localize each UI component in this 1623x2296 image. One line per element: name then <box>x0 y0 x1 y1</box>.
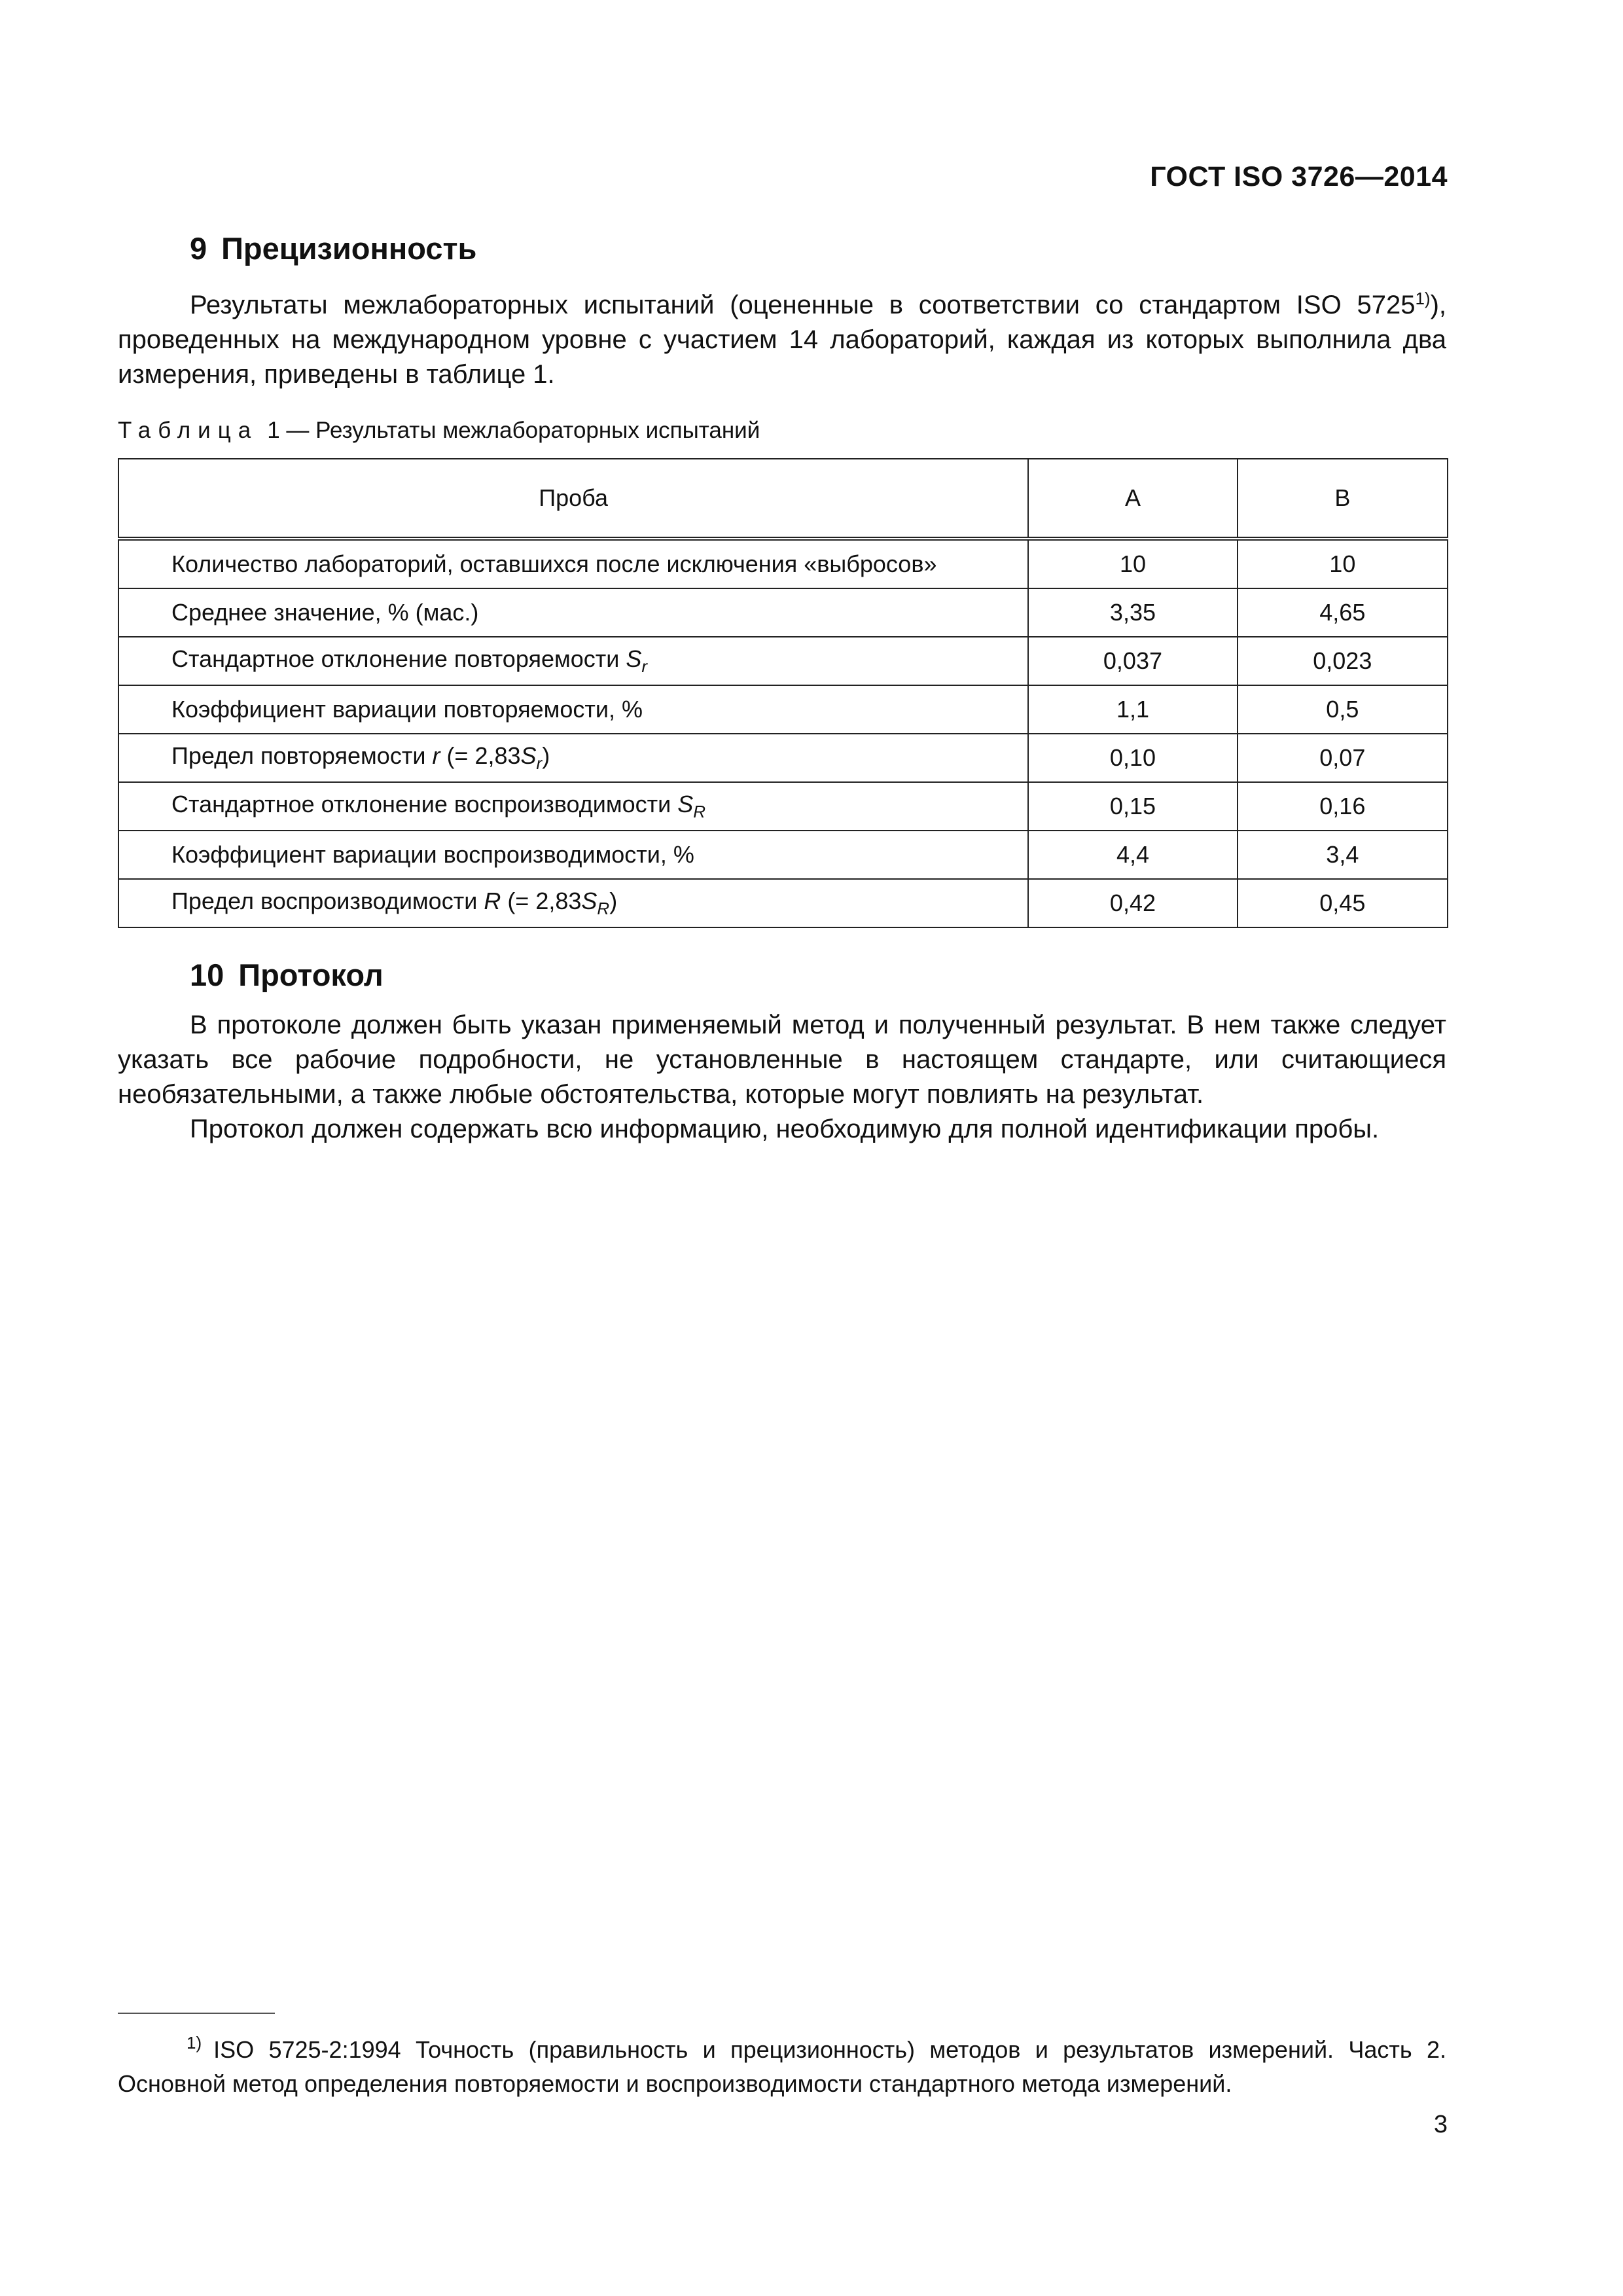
row-value-b: 0,5 <box>1238 685 1448 734</box>
symbol-s: S <box>677 791 694 817</box>
table-row <box>118 685 1448 734</box>
subscript-R: R <box>693 802 706 821</box>
symbol-r: r <box>432 742 440 769</box>
row-label: Количество лабораторий, оставшихся после исключения «выбросов» <box>118 539 1028 588</box>
row-value-a: 0,037 <box>1028 637 1237 685</box>
section-10-text-1: В протоколе должен быть указан применяемый метод и полученный результат. В нем также следует указать все рабочие подробности, не установленные в настоящем стандарте, или считающиеся необязательными, а также любые обстоятельства, которые могут повлиять на результат. <box>118 1011 1446 1109</box>
formula-text: (= 2,83 <box>440 742 521 769</box>
results-table <box>118 458 1448 928</box>
subscript-r: r <box>536 753 543 773</box>
symbol-s: S <box>581 888 597 914</box>
row-label <box>118 782 1028 831</box>
table-caption <box>118 418 760 444</box>
row-value-b: 3,4 <box>1238 831 1448 879</box>
table-row <box>118 831 1448 879</box>
section-9-title: Прецизионность <box>221 231 477 266</box>
row-value-b: 0,07 <box>1238 734 1448 782</box>
row-value-a: 0,42 <box>1028 879 1237 927</box>
table-caption-text: 1 — Результаты межлабораторных испытаний <box>267 418 760 443</box>
table-row <box>118 588 1448 637</box>
header-a: A <box>1028 459 1237 539</box>
row-label: Коэффициент вариации воспроизводимости, % <box>118 831 1028 879</box>
section-9-text-part1: Результаты межлабораторных испытаний (оцененные в соответствии со стандартом ISO 5725 <box>190 291 1416 319</box>
row-value-a: 0,10 <box>1028 734 1237 782</box>
row-value-b: 0,16 <box>1238 782 1448 831</box>
table-row <box>118 734 1448 782</box>
footnote <box>118 2026 1446 2101</box>
section-10-text-2: Протокол должен содержать всю информацию, необходимую для полной идентификации пробы. <box>190 1115 1380 1143</box>
row-value-a: 10 <box>1028 539 1237 588</box>
row-value-b: 10 <box>1238 539 1448 588</box>
row-label-text: Стандартное отклонение воспроизводимости <box>171 791 678 817</box>
header-b: B <box>1238 459 1448 539</box>
table-row <box>118 637 1448 685</box>
formula-close: ) <box>542 742 550 769</box>
section-9-text-part2: ), проведенных на международном уровне с участием 14 лабораторий, каждая из которых выполнила два измерения, приведены в таблице 1. <box>118 291 1446 389</box>
formula-close: ) <box>609 888 618 914</box>
table-row <box>118 782 1448 831</box>
footnote-text: ISO 5725-2:1994 Точность (правильность и прецизионность) методов и результатов измерений. Часть 2. Основной метод определения повторяемости и воспроизводимости стандартного метода измерений. <box>118 2036 1446 2097</box>
symbol-s: S <box>520 742 537 769</box>
footnote-reference[interactable]: 1) <box>1415 289 1431 308</box>
section-10-number: 10 <box>190 958 224 992</box>
symbol-R: R <box>484 888 501 914</box>
subscript-R: R <box>597 899 610 918</box>
formula-text: (= 2,83 <box>501 888 582 914</box>
row-label-text: Стандартное отклонение повторяемости <box>171 645 626 672</box>
section-9-heading <box>190 230 476 266</box>
row-label: Коэффициент вариации повторяемости, % <box>118 685 1028 734</box>
section-9-paragraph <box>118 281 1446 392</box>
row-value-b: 4,65 <box>1238 588 1448 637</box>
symbol-s: S <box>626 645 642 672</box>
row-value-b: 0,023 <box>1238 637 1448 685</box>
row-value-a: 1,1 <box>1028 685 1237 734</box>
row-value-b: 0,45 <box>1238 879 1448 927</box>
row-value-a: 3,35 <box>1028 588 1237 637</box>
footnote-mark: 1) <box>187 2033 202 2053</box>
row-label <box>118 734 1028 782</box>
row-label <box>118 879 1028 927</box>
row-label-text: Предел повторяемости <box>171 742 433 769</box>
row-label-text: Предел воспроизводимости <box>171 888 484 914</box>
section-10-title: Протокол <box>238 958 383 992</box>
section-9-number: 9 <box>190 231 207 266</box>
section-10-heading <box>190 957 383 993</box>
header-sample: Проба <box>118 459 1028 539</box>
row-label <box>118 637 1028 685</box>
footnote-separator <box>118 2013 275 2014</box>
document-id-header: ГОСТ ISO 3726—2014 <box>1150 161 1448 192</box>
subscript-r: r <box>641 656 648 676</box>
table-row <box>118 539 1448 588</box>
table-caption-word: Таблица <box>118 418 259 443</box>
row-label: Среднее значение, % (мас.) <box>118 588 1028 637</box>
row-value-a: 4,4 <box>1028 831 1237 879</box>
row-value-a: 0,15 <box>1028 782 1237 831</box>
section-10-paragraph-2 <box>118 1112 1446 1147</box>
table-header-row <box>118 459 1448 539</box>
table-row <box>118 879 1448 927</box>
page-number: 3 <box>1433 2111 1448 2138</box>
section-10-paragraph-1 <box>118 1008 1446 1112</box>
